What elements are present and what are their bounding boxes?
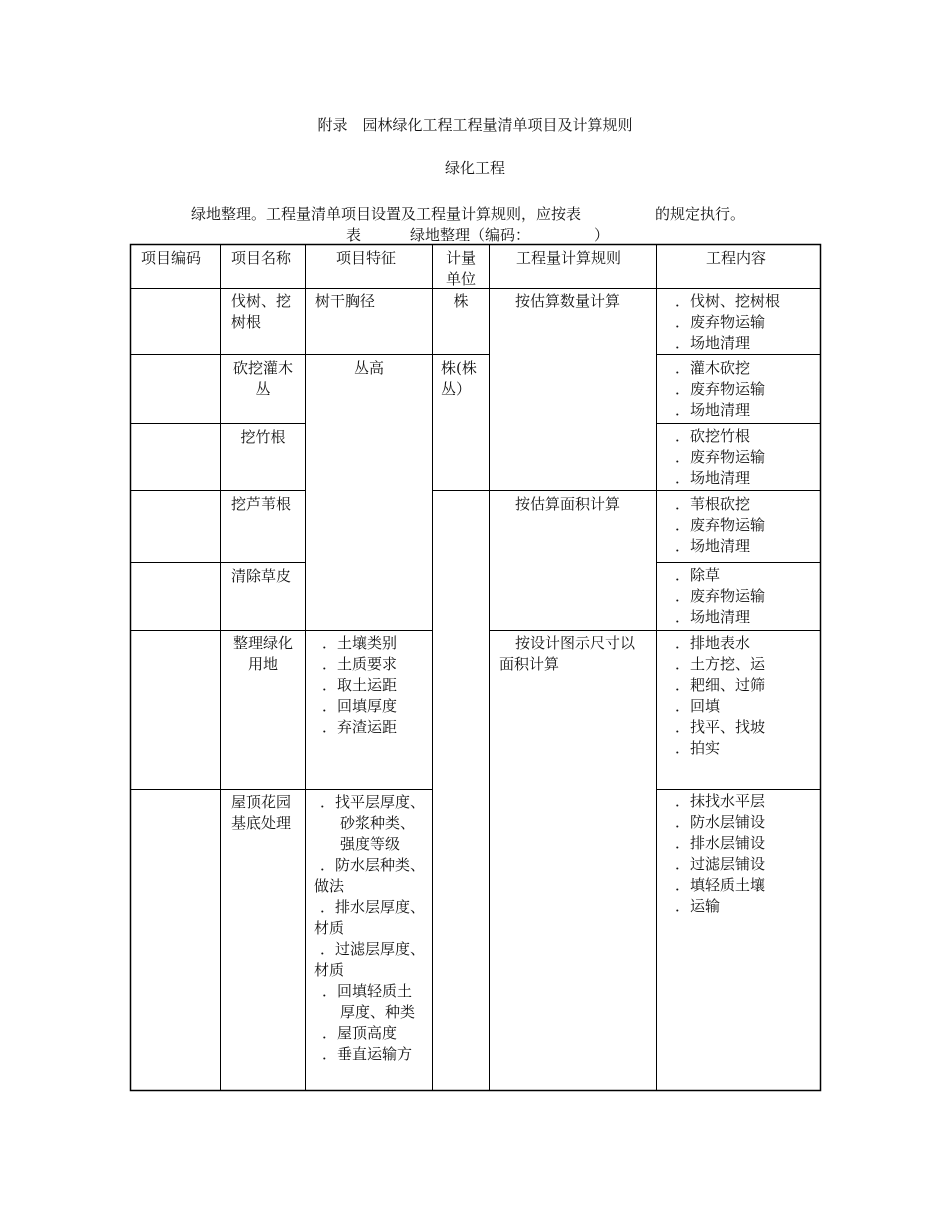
rule-text: 按估算面积计算 [515, 495, 621, 513]
item-name-line: 丛 [255, 380, 271, 398]
feature-line: ．土质要求 [322, 655, 398, 673]
rule-text: 按估算数量计算 [515, 292, 621, 310]
feature-text: 丛高 [353, 359, 384, 377]
content-line: ．过滤层铺设 [675, 855, 766, 873]
feature-line: 材质 [314, 961, 345, 979]
item-name [231, 291, 291, 333]
content-list [675, 494, 765, 557]
content-line: ．场地清理 [675, 608, 751, 626]
header-rule: 工程量计算规则 [516, 249, 622, 267]
content-line: ．灌木砍挖 [675, 359, 751, 377]
header-unit-line1: 计量 [445, 249, 476, 267]
header-feature: 项目特征 [336, 249, 397, 267]
item-name-line: 伐树、挖 [231, 292, 292, 310]
item-name-line: 基底处理 [231, 814, 292, 832]
content-list [675, 633, 765, 759]
feature-line: ．弃渣运距 [322, 718, 398, 736]
unit-line: 丛） [441, 380, 472, 398]
item-name-line: 用地 [247, 655, 278, 673]
feature-line: ．回填厚度 [322, 697, 398, 715]
header-content: 工程内容 [706, 249, 767, 267]
content-line: ．砍挖竹根 [675, 427, 751, 445]
content-line: ．场地清理 [675, 334, 751, 352]
content-list [675, 426, 765, 489]
page-title: 附录 园林绿化工程工程量清单项目及计算规则 [317, 116, 633, 134]
feature-line: 厚度、种类 [340, 1003, 416, 1021]
content-line: ．废弃物运输 [675, 380, 766, 398]
header-unit [433, 248, 489, 290]
content-list [675, 291, 780, 354]
content-line: ．废弃物运输 [675, 516, 766, 534]
unit-line: 株(株 [441, 359, 477, 377]
content-line: ．找平、找坡 [675, 718, 766, 736]
content-line: ．废弃物运输 [675, 587, 766, 605]
content-line: ．废弃物运输 [675, 448, 766, 466]
table-caption-close: ） [594, 226, 610, 244]
item-name [231, 494, 291, 515]
feature-line: ．回填轻质土 [322, 982, 413, 1000]
item-name-line: 砍挖灌木 [232, 359, 293, 377]
content-line: ．场地清理 [675, 537, 751, 555]
feature-line: 做法 [314, 877, 345, 895]
intro-text: 绿地整理。工程量清单项目设置及工程量计算规则，应按表 [191, 205, 582, 223]
content-line: ．耙细、过筛 [675, 676, 766, 694]
feature-line: ．防水层种类、 [320, 856, 426, 874]
feature-line: 材质 [314, 919, 345, 937]
content-line: ．运输 [675, 897, 721, 915]
content-line: ．苇根砍挖 [675, 495, 751, 513]
item-name-line: 屋顶花园 [231, 793, 292, 811]
feature-line: 强度等级 [340, 835, 401, 853]
item-name-line: 挖竹根 [240, 428, 286, 446]
content-line: ．抹找水平层 [675, 792, 766, 810]
content-line: ．土方挖、运 [675, 655, 766, 673]
content-line: ．防水层铺设 [675, 813, 766, 831]
item-name-line: 清除草皮 [231, 567, 292, 585]
content-line: ．排地表水 [675, 634, 751, 652]
feature-line: ．找平层厚度、 [320, 793, 426, 811]
content-line: ．排水层铺设 [675, 834, 766, 852]
item-name-line: 整理绿化 [232, 634, 293, 652]
rule-text [499, 633, 635, 675]
item-name [221, 633, 305, 675]
content-line: ．填轻质土壤 [675, 876, 766, 894]
header-unit-line2: 单位 [445, 270, 476, 288]
intro-text-end: 的规定执行。 [655, 205, 746, 223]
content-line: ．回填 [675, 697, 721, 715]
item-name [221, 427, 305, 448]
item-name [231, 792, 291, 834]
content-line: ．废弃物运输 [675, 313, 766, 331]
rule-line: 按设计图示尺寸以 [515, 634, 636, 652]
unit-text [441, 358, 477, 400]
unit-text: 株 [453, 292, 469, 310]
rule-line: 面积计算 [499, 655, 560, 673]
content-list [675, 358, 765, 421]
table-caption: 绿地整理（编码： [410, 226, 531, 244]
content-line: ．场地清理 [675, 469, 751, 487]
item-name-line: 挖芦苇根 [231, 495, 292, 513]
content-line: ．场地清理 [675, 401, 751, 419]
feature-list [314, 792, 425, 1065]
feature-line: 砂浆种类、 [340, 814, 416, 832]
feature-line: ．排水层厚度、 [320, 898, 426, 916]
header-code: 项目编码 [141, 249, 202, 267]
content-line: ．伐树、挖树根 [675, 292, 781, 310]
item-name [231, 566, 291, 587]
content-list [675, 565, 765, 628]
feature-line: ．取土运距 [322, 676, 398, 694]
feature-line: ．过滤层厚度、 [320, 940, 426, 958]
feature-line: ．垂直运输方 [322, 1045, 413, 1063]
feature-line: ．土壤类别 [322, 634, 398, 652]
item-name [221, 358, 305, 400]
header-name: 项目名称 [231, 249, 292, 267]
content-line: ．拍实 [675, 739, 721, 757]
content-line: ．除草 [675, 566, 721, 584]
feature-text: 树干胸径 [315, 292, 376, 310]
item-name-line: 树根 [231, 313, 262, 331]
section-subtitle: 绿化工程 [444, 159, 505, 177]
feature-line: ．屋顶高度 [322, 1024, 398, 1042]
feature-list [322, 633, 397, 738]
table-caption-prefix: 表 [346, 226, 362, 244]
content-list [675, 791, 765, 917]
